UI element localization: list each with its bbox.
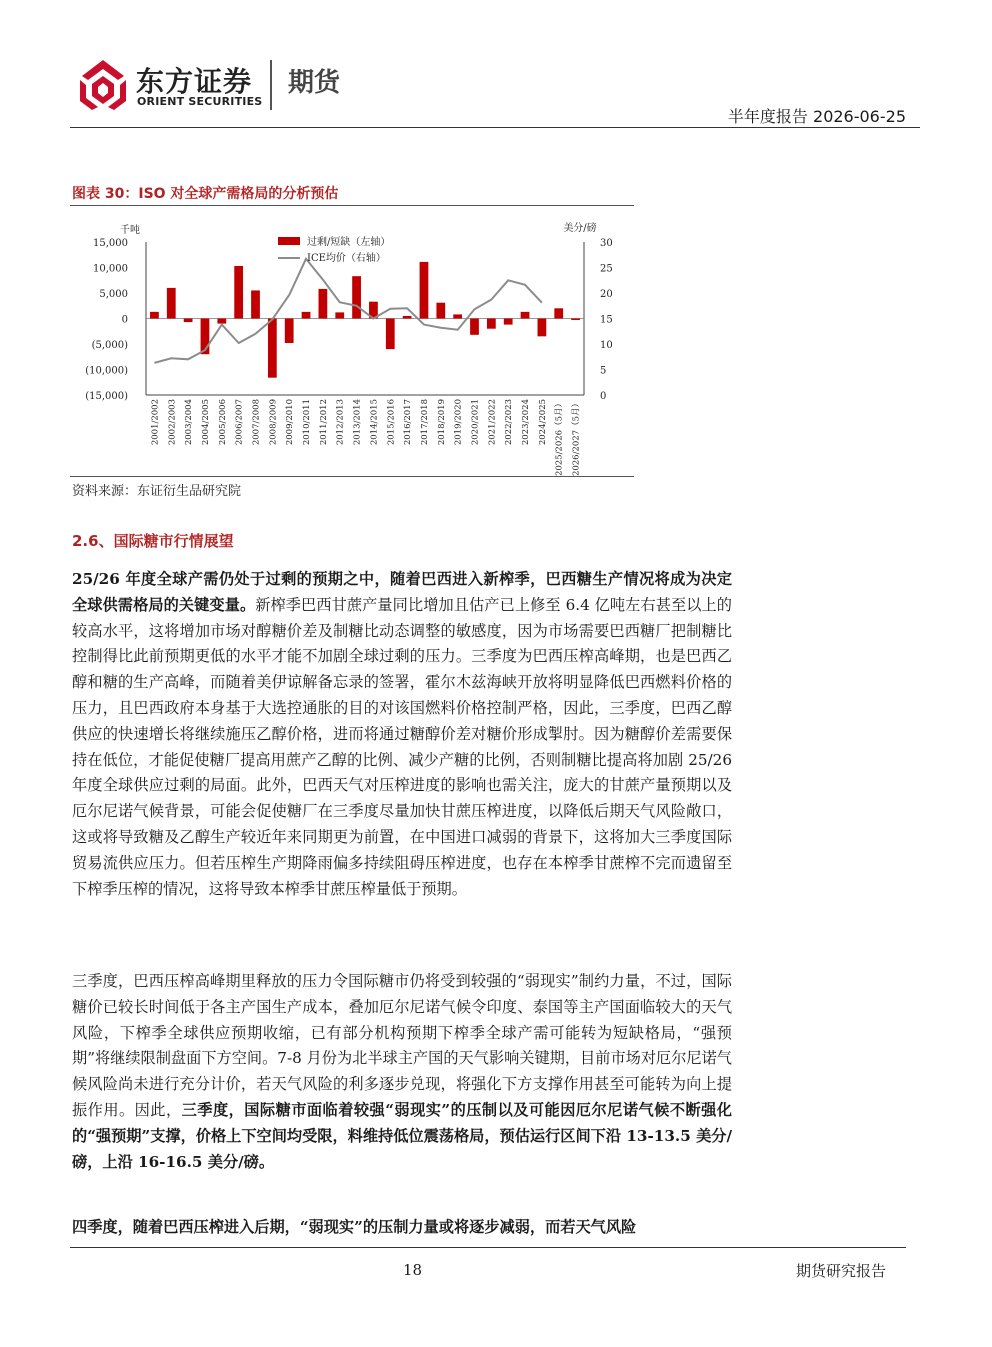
category-label: 2010/2011 bbox=[302, 399, 313, 446]
paragraph-2 bbox=[72, 969, 732, 1175]
category-label: 2005/2006 bbox=[217, 399, 228, 446]
category-label: 2025/2026（5月） bbox=[554, 399, 565, 476]
right-tick-label: 5 bbox=[600, 365, 607, 377]
left-tick-label: (10,000) bbox=[85, 365, 128, 377]
orient-securities-logo-icon bbox=[78, 58, 128, 110]
category-label: 2019/2020 bbox=[453, 399, 464, 446]
category-label: 2004/2005 bbox=[200, 399, 211, 446]
category-label: 2014/2015 bbox=[369, 399, 380, 446]
category-label: 2022/2023 bbox=[504, 399, 515, 446]
left-tick-label: 15,000 bbox=[93, 238, 128, 249]
category-label: 2024/2025 bbox=[537, 399, 548, 446]
surplus-bar bbox=[470, 319, 479, 335]
figure-top-rule bbox=[70, 205, 634, 206]
category-label: 2013/2014 bbox=[352, 399, 363, 446]
right-tick-label: 0 bbox=[600, 391, 607, 402]
category-label: 2023/2024 bbox=[521, 399, 532, 446]
category-label: 2026/2027（5月） bbox=[571, 398, 582, 476]
footer-rule bbox=[70, 1247, 906, 1248]
category-label: 2015/2016 bbox=[386, 399, 397, 446]
surplus-bar bbox=[420, 262, 429, 319]
surplus-bar bbox=[487, 319, 496, 329]
company-name-en: ORIENT SECURITIES bbox=[137, 95, 263, 108]
category-label: 2021/2022 bbox=[487, 399, 498, 446]
left-tick-label: 5,000 bbox=[99, 289, 128, 300]
company-name-cn: 东方证券 bbox=[136, 65, 253, 98]
paragraph-2-body: 三季度，巴西压榨高峰期里释放的压力令国际糖市仍将受到较强的“弱现实”制约力量，不过，国际糖价已较长时间低于各主产国生产成本，叠加厄尔尼诺气候令印度、泰国等主产国面临较大的天气风险，下榨季全球供应预期收缩，已有部分机构预期下榨季全球产需可能转为短缺格局，“强预期”将继续限制盘面下方空间。7-8 月份为北半球主产国的天气影响关键期，目前市场对厄尔尼诺气候风险尚未进行充分计价，若天气风险的利多逐步兑现，将强化下方支撑作用甚至可能转为向上提振作用。因此， bbox=[72, 972, 732, 1119]
surplus-bar bbox=[436, 303, 445, 319]
paragraph-3-lead: 四季度，随着巴西压榨进入后期，“弱现实”的压制力量或将逐步减弱，而若天气风险 bbox=[72, 1218, 637, 1236]
right-axis-unit: 美分/磅 bbox=[563, 223, 597, 234]
section-title: 2.6、国际糖市行情展望 bbox=[72, 532, 234, 550]
right-tick-label: 10 bbox=[600, 340, 613, 351]
paragraph-1-lead: 25/26 年度全球产需仍处于过剩的预期之中，随着巴西进入新榨季，巴西糖生产情况将成为决定全球供需格局的关键变量。 bbox=[72, 570, 732, 614]
category-label: 2002/2003 bbox=[167, 399, 178, 446]
surplus-bar bbox=[453, 314, 462, 318]
legend-line-label: ICE均价（右轴） bbox=[307, 253, 386, 264]
surplus-bar bbox=[403, 316, 412, 319]
division-name: 期货 bbox=[288, 68, 341, 98]
left-tick-label: 10,000 bbox=[93, 263, 128, 275]
category-label: 2006/2007 bbox=[234, 399, 245, 446]
left-tick-label: (5,000) bbox=[91, 340, 128, 351]
surplus-bar bbox=[386, 319, 395, 350]
category-label: 2001/2002 bbox=[150, 399, 161, 446]
right-tick-label: 30 bbox=[600, 238, 613, 249]
left-tick-label: 0 bbox=[121, 314, 128, 326]
right-tick-label: 25 bbox=[600, 263, 613, 275]
legend-bar-label: 过剩/短缺（左轴） bbox=[307, 237, 391, 248]
category-label: 2017/2018 bbox=[419, 399, 430, 446]
surplus-bar bbox=[251, 290, 260, 318]
left-tick-label: (15,000) bbox=[85, 391, 128, 402]
category-label: 2009/2010 bbox=[285, 399, 296, 446]
surplus-bar bbox=[285, 319, 294, 343]
paragraph-3 bbox=[72, 1215, 732, 1241]
page-header bbox=[0, 0, 992, 130]
page-number: 18 bbox=[403, 1261, 423, 1279]
surplus-bar bbox=[335, 312, 344, 318]
paragraph-2-conclusion: 三季度，国际糖市面临着较强“弱现实”的压制以及可能因厄尔尼诺气候不断强化的“强预期”支撑，价格上下空间均受限，料维持低位震荡格局，预估运行区间下沿 13-13.5 美分/磅，上沿 16-16.5 美分/磅。 bbox=[72, 1100, 732, 1171]
paragraph-1-body: 新榨季巴西甘蔗产量同比增加且估产已上修至 6.4 亿吨左右甚至以上的较高水平，这将增加市场对醇糖价差及制糖比动态调整的敏感度，因为市场需要巴西糖厂把制糖比控制得比此前预期更低的水平才能不加剧全球过剩的压力。三季度为巴西压榨高峰期，也是巴西乙醇和糖的生产高峰，而随着美伊谅解备忘录的签署，霍尔木兹海峡开放将明显降低巴西燃料价格的压力，且巴西政府本身基于大选控通胀的目的对该国燃料价格控制严格，因此，三季度，巴西乙醇供应的快速增长将继续施压乙醇价格，进而将通过糖醇价差对糖价形成掣肘。因为糖醇价差需要保持在低位，才能促使糖厂提高用蔗产乙醇的比例、减少产糖的比例，否则制糖比提高将加剧 25/26 年度全球供应过剩的局面。此外，巴西天气对压榨进度的影响也需关注，庞大的甘蔗产量预期以及厄尔尼诺气候背景，可能会促使糖厂在三季度尽量加快甘蔗压榨进度，以降低后期天气风险敞口，这或将导致糖及乙醇生产较近年来同期更为前置，在中国进口减弱的背景下，这将加大三季度国际贸易流供应压力。但若压榨生产期降雨偏多持续阻碍压榨进度，也存在本榨季甘蔗榨不完而遗留至下榨季压榨的情况，这将导致本榨季甘蔗压榨量低于预期。 bbox=[72, 595, 732, 898]
paragraph-1 bbox=[72, 567, 732, 902]
category-label: 2018/2019 bbox=[436, 399, 447, 446]
surplus-bar bbox=[352, 276, 361, 318]
surplus-bar bbox=[150, 312, 159, 319]
category-label: 2012/2013 bbox=[335, 399, 346, 446]
category-label: 2008/2009 bbox=[268, 399, 279, 446]
surplus-bar bbox=[268, 319, 277, 378]
figure-source: 资料来源：东证衍生品研究院 bbox=[72, 484, 242, 499]
ice-price-line bbox=[154, 259, 542, 363]
logo-divider bbox=[270, 60, 272, 110]
right-tick-label: 20 bbox=[600, 289, 613, 300]
legend-bar-swatch bbox=[278, 237, 300, 245]
category-label: 2007/2008 bbox=[251, 399, 262, 446]
category-label: 2011/2012 bbox=[318, 399, 329, 446]
category-label: 2016/2017 bbox=[403, 399, 414, 446]
supply-demand-chart bbox=[70, 210, 634, 476]
left-axis-unit: 千吨 bbox=[120, 225, 140, 236]
surplus-bar bbox=[167, 288, 176, 319]
figure-bottom-rule bbox=[70, 476, 634, 477]
surplus-bar bbox=[538, 319, 547, 337]
surplus-bar bbox=[217, 319, 226, 324]
header-rule bbox=[70, 127, 920, 128]
category-label: 2003/2004 bbox=[184, 399, 195, 446]
surplus-bar bbox=[319, 289, 328, 319]
report-type-date: 半年度报告 2026-06-25 bbox=[727, 107, 906, 126]
surplus-bar bbox=[302, 312, 311, 319]
footer-label: 期货研究报告 bbox=[795, 1262, 886, 1280]
surplus-bar bbox=[521, 312, 530, 319]
category-label: 2020/2021 bbox=[470, 399, 481, 446]
surplus-bar bbox=[554, 308, 563, 318]
surplus-bar bbox=[504, 319, 513, 325]
surplus-bar bbox=[571, 319, 580, 321]
surplus-bar bbox=[184, 319, 193, 323]
surplus-bar bbox=[234, 266, 243, 319]
right-tick-label: 15 bbox=[600, 314, 613, 326]
figure-title: 图表 30：ISO 对全球产需格局的分析预估 bbox=[72, 186, 339, 202]
